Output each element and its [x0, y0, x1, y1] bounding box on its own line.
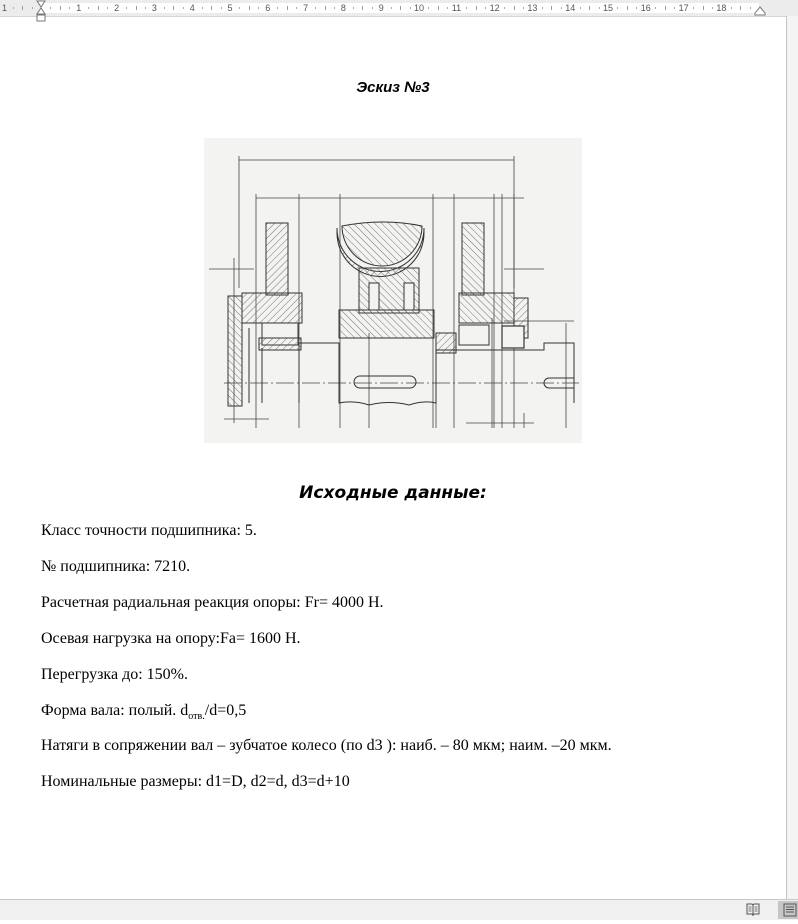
- ruler-minor-tick: [750, 7, 751, 9]
- paragraph-interference-fit: Натяги в сопряжении вал – зубчатое колесо (по d3 ): наиб. – 80 мкм; наим. –20 мкм.: [41, 737, 612, 754]
- ruler-label: 7: [303, 3, 309, 13]
- ruler-minor-tick: [88, 7, 89, 9]
- paragraph-overload: Перегрузка до: 150%.: [41, 666, 188, 683]
- ruler-minor-tick: [674, 7, 675, 9]
- ruler-minor-tick: [617, 7, 618, 9]
- ruler-half-tick: [514, 6, 515, 10]
- ruler-label: 1: [76, 3, 82, 13]
- ruler-label: 9: [378, 3, 384, 13]
- ruler-label: 14: [565, 3, 576, 13]
- ruler-half-tick: [173, 6, 174, 10]
- ruler-label: 4: [189, 3, 195, 13]
- shaft-form-suffix: /d=0,5: [204, 702, 247, 719]
- ruler-minor-tick: [334, 7, 335, 9]
- ruler-minor-tick: [712, 7, 713, 9]
- status-bar: [0, 899, 798, 920]
- first-line-indent-marker[interactable]: [36, 0, 46, 22]
- paragraph-bearing-number: № подшипника: 7210.: [41, 558, 191, 575]
- ruler-minor-tick: [731, 7, 732, 9]
- ruler-minor-tick: [504, 7, 505, 9]
- ruler-minor-tick: [636, 7, 637, 9]
- right-indent-marker[interactable]: [754, 6, 766, 16]
- ruler-label: 5: [227, 3, 233, 13]
- read-mode-icon[interactable]: [745, 902, 761, 917]
- ruler-minor-tick: [164, 7, 165, 9]
- ruler-label: 17: [678, 3, 689, 13]
- ruler-minor-tick: [50, 7, 51, 9]
- ruler-half-tick: [211, 6, 212, 10]
- ruler-minor-tick: [221, 7, 222, 9]
- ruler-label: 3: [151, 3, 157, 13]
- ruler-label: 12: [489, 3, 500, 13]
- shaft-form-subscript: отв.: [188, 711, 205, 723]
- paragraph-axial-load: Осевая нагрузка на опору:Fa= 1600 Н.: [41, 630, 301, 647]
- ruler-half-tick: [325, 6, 326, 10]
- ruler-minor-tick: [485, 7, 486, 9]
- ruler-half-tick: [362, 6, 363, 10]
- ruler-half-tick: [703, 6, 704, 10]
- ruler-half-tick: [22, 6, 23, 10]
- ruler-minor-tick: [202, 7, 203, 9]
- ruler-minor-tick: [315, 7, 316, 9]
- assembly-sketch-figure: [204, 138, 582, 443]
- paragraph-nominal-sizes: Номинальные размеры: d1=D, d2=d, d3=d+10: [41, 773, 350, 790]
- ruler-minor-tick: [145, 7, 146, 9]
- vertical-scrollbar[interactable]: [787, 16, 798, 899]
- ruler-half-tick: [60, 6, 61, 10]
- ruler-minor-tick: [258, 7, 259, 9]
- ruler-half-tick: [136, 6, 137, 10]
- ruler-half-tick: [740, 6, 741, 10]
- ruler-minor-tick: [561, 7, 562, 9]
- ruler-minor-tick: [391, 7, 392, 9]
- ruler-half-tick: [627, 6, 628, 10]
- ruler-half-tick: [400, 6, 401, 10]
- ruler-minor-tick: [69, 7, 70, 9]
- ruler-minor-tick: [183, 7, 184, 9]
- ruler-minor-tick: [353, 7, 354, 9]
- ruler-label: 16: [640, 3, 651, 13]
- horizontal-ruler[interactable]: [0, 0, 798, 17]
- ruler-half-tick: [438, 6, 439, 10]
- ruler-label: 18: [716, 3, 727, 13]
- ruler-minor-tick: [580, 7, 581, 9]
- ruler-half-tick: [287, 6, 288, 10]
- section-heading: Исходные данные:: [299, 483, 487, 503]
- print-layout-button[interactable]: [778, 901, 798, 919]
- ruler-label: 6: [265, 3, 271, 13]
- ruler-minor-tick: [655, 7, 656, 9]
- ruler-label: 10: [414, 3, 425, 13]
- ruler-minor-tick: [13, 7, 14, 9]
- ruler-half-tick: [589, 6, 590, 10]
- ruler-minor-tick: [107, 7, 108, 9]
- ruler-minor-tick: [693, 7, 694, 9]
- paragraph-shaft-form: [41, 702, 246, 722]
- ruler-half-tick: [98, 6, 99, 10]
- ruler-minor-tick: [466, 7, 467, 9]
- ruler-minor-tick: [277, 7, 278, 9]
- ruler-minor-tick: [428, 7, 429, 9]
- ruler-label: 1: [2, 3, 8, 13]
- paragraph-radial-reaction: Расчетная радиальная реакция опоры: Fr= 4000 Н.: [41, 594, 384, 611]
- paragraph-bearing-accuracy-class: Класс точности подшипника: 5.: [41, 522, 257, 539]
- ruler-half-tick: [249, 6, 250, 10]
- print-layout-icon: [778, 901, 798, 919]
- ruler-minor-tick: [599, 7, 600, 9]
- ruler-minor-tick: [410, 7, 411, 9]
- ruler-half-tick: [476, 6, 477, 10]
- document-title: Эскиз №3: [356, 79, 430, 96]
- ruler-label: 8: [340, 3, 346, 13]
- shaft-form-prefix: Форма вала: полый. d: [41, 702, 189, 719]
- ruler-label: 15: [603, 3, 614, 13]
- ruler-label: 11: [451, 3, 462, 13]
- ruler-minor-tick: [296, 7, 297, 9]
- ruler-label: 2: [114, 3, 120, 13]
- ruler-label: 13: [527, 3, 538, 13]
- ruler-minor-tick: [239, 7, 240, 9]
- ruler-minor-tick: [372, 7, 373, 9]
- ruler-minor-tick: [523, 7, 524, 9]
- ruler-minor-tick: [447, 7, 448, 9]
- shaft-assembly-drawing: [204, 138, 582, 443]
- ruler-minor-tick: [32, 7, 33, 9]
- ruler-minor-tick: [542, 7, 543, 9]
- ruler-minor-tick: [126, 7, 127, 9]
- ruler-half-tick: [551, 6, 552, 10]
- ruler-half-tick: [665, 6, 666, 10]
